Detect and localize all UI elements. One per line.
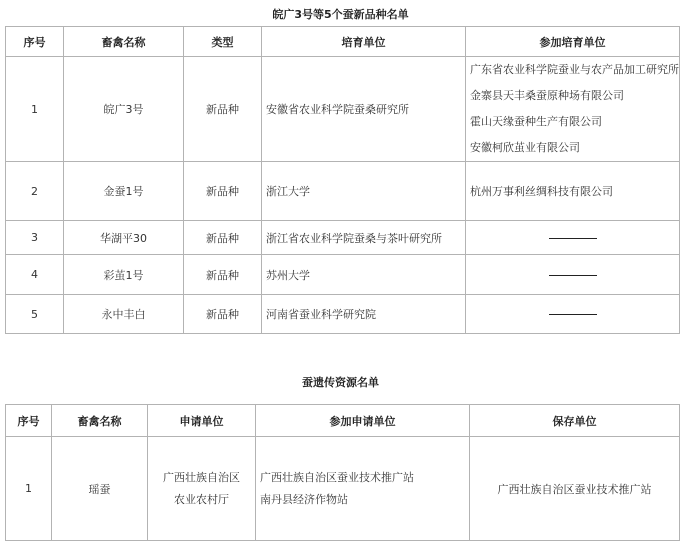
row-partners-empty [466, 295, 680, 334]
co-applicant: 南丹县经济作物站 [260, 492, 348, 506]
row-partners [466, 57, 680, 162]
row-name: 彩茧1号 [64, 255, 184, 295]
row-type: 新品种 [184, 57, 262, 162]
row-type: 新品种 [184, 221, 262, 255]
table-row [6, 221, 680, 255]
row-name: 华湖平30 [64, 221, 184, 255]
partner-unit: 安徽柯欣茧业有限公司 [470, 141, 580, 154]
row-type: 新品种 [184, 162, 262, 221]
header-name: 畜禽名称 [52, 405, 148, 437]
header-type: 类型 [184, 27, 262, 57]
row-unit: 苏州大学 [262, 255, 466, 295]
partner-unit: 霍山天缘蚕种生产有限公司 [470, 115, 602, 128]
row-index: 3 [6, 221, 64, 255]
genetic-resources-table [5, 404, 680, 541]
table1-title: 皖广3号等5个蚕新品种名单 [272, 8, 409, 21]
header-keeper: 保存单位 [470, 405, 680, 437]
table-row [6, 295, 680, 334]
row-partners: 杭州万事利丝绸科技有限公司 [466, 162, 680, 221]
row-unit: 安徽省农业科学院蚕桑研究所 [262, 57, 466, 162]
header-co-applicants: 参加申请单位 [256, 405, 470, 437]
header-applicant: 申请单位 [148, 405, 256, 437]
row-name: 永中丰白 [64, 295, 184, 334]
row-unit: 河南省蚕业科学研究院 [262, 295, 466, 334]
row-name: 金蚕1号 [64, 162, 184, 221]
row-index: 2 [6, 162, 64, 221]
row-index: 1 [6, 437, 52, 541]
header-index: 序号 [6, 27, 64, 57]
header-name: 畜禽名称 [64, 27, 184, 57]
header-partner-units: 参加培育单位 [466, 27, 680, 57]
applicant-line: 广西壮族自治区 [163, 470, 240, 484]
partner-unit: 广东省农业科学院蚕业与农产品加工研究所 [470, 63, 679, 76]
row-co-applicants [256, 437, 470, 541]
row-index: 1 [6, 57, 64, 162]
table-row [6, 162, 680, 221]
table2-title: 蚕遗传资源名单 [302, 376, 379, 389]
table-row [6, 437, 680, 541]
dash-line [549, 275, 597, 276]
partner-unit: 金寨县天丰桑蚕原种场有限公司 [470, 89, 624, 102]
table-row [6, 255, 680, 295]
row-index: 4 [6, 255, 64, 295]
row-type: 新品种 [184, 295, 262, 334]
row-keeper: 广西壮族自治区蚕业技术推广站 [470, 437, 680, 541]
row-partners-empty [466, 255, 680, 295]
table2-header-row [6, 405, 680, 437]
row-unit: 浙江大学 [262, 162, 466, 221]
applicant-line: 农业农村厅 [174, 492, 229, 506]
row-type: 新品种 [184, 255, 262, 295]
table1-header-row [6, 27, 680, 57]
co-applicant: 广西壮族自治区蚕业技术推广站 [260, 470, 414, 484]
dash-line [549, 238, 597, 239]
header-index: 序号 [6, 405, 52, 437]
table-row [6, 57, 680, 162]
row-index: 5 [6, 295, 64, 334]
header-breeding-unit: 培育单位 [262, 27, 466, 57]
row-name: 皖广3号 [64, 57, 184, 162]
row-partners-empty [466, 221, 680, 255]
row-applicant [148, 437, 256, 541]
row-name: 瑶蚕 [52, 437, 148, 541]
new-varieties-table [5, 26, 680, 334]
dash-line [549, 314, 597, 315]
row-unit: 浙江省农业科学院蚕桑与茶叶研究所 [262, 221, 466, 255]
